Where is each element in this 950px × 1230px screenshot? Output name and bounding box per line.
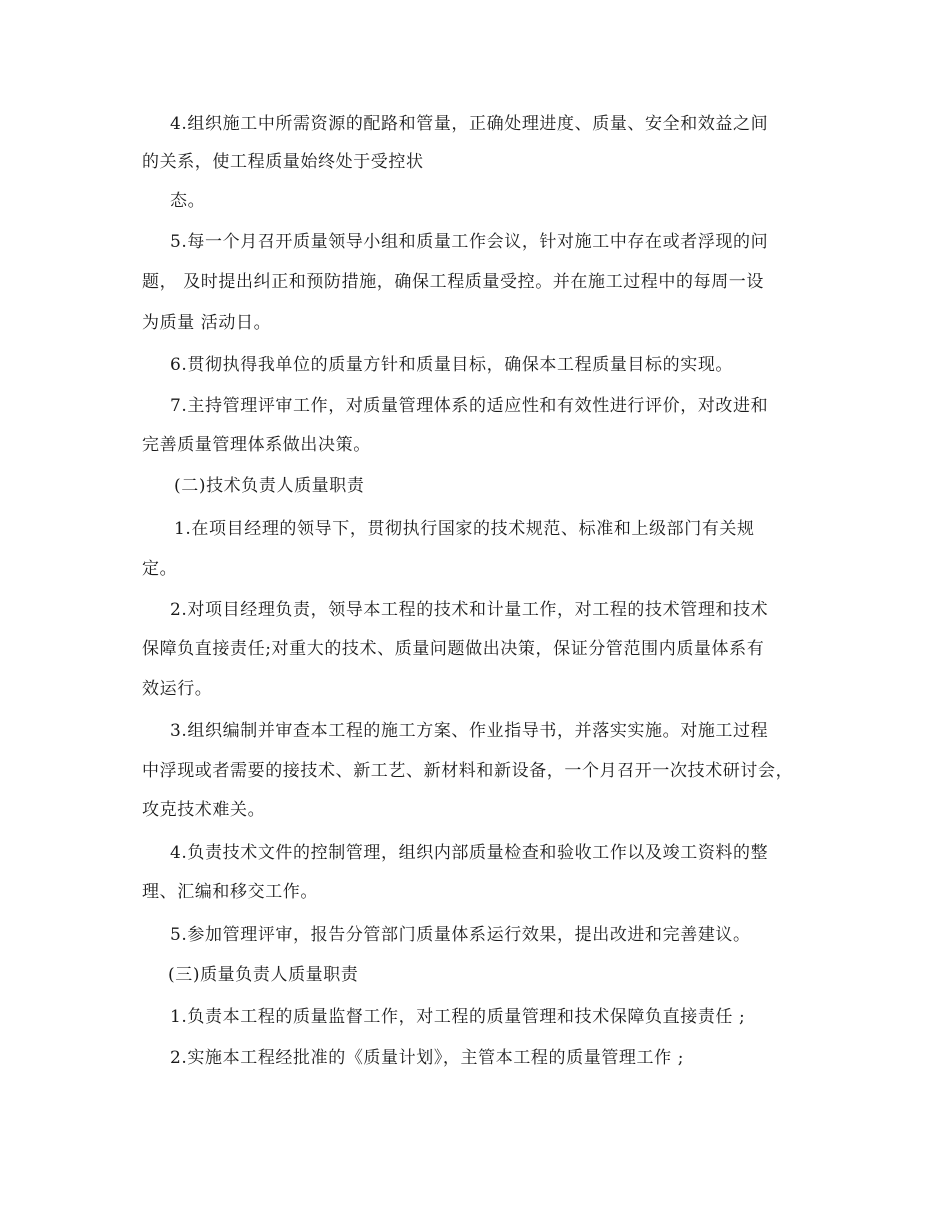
paragraph-line: 保障负直接责任;对重大的技术、质量问题做出决策，保证分管范围内质量体系有	[142, 639, 765, 659]
paragraph-line: 2.对项目经理负责，领导本工程的技术和计量工作，对工程的技术管理和技术	[170, 600, 769, 620]
paragraph-line: 1.负责本工程的质量监督工作，对工程的质量管理和技术保障负直接责任 ;	[170, 1007, 746, 1027]
section-heading: (三)质量负责人质量职责	[168, 965, 359, 985]
paragraph-line: 中浮现或者需要的接技术、新工艺、新材料和新设备，一个月召开一次技术研讨会，	[142, 761, 794, 781]
paragraph-line: 定。	[142, 559, 178, 579]
paragraph-line: 2.实施本工程经批准的《质量计划》，主管本工程的质量管理工作 ;	[170, 1048, 685, 1068]
paragraph-line: 4.组织施工中所需资源的配路和管量，正确处理进度、质量、安全和效益之间	[170, 114, 769, 134]
paragraph-line: 4.负责技术文件的控制管理，组织内部质量检查和验收工作以及竣工资料的整	[170, 843, 769, 863]
paragraph-line: 完善质量管理体系做出决策。	[142, 435, 371, 455]
paragraph-line: 攻克技术难关。	[142, 800, 266, 820]
paragraph-line: 7.主持管理评审工作，对质量管理体系的适应性和有效性进行评价，对改进和	[170, 396, 769, 416]
paragraph-line: 理、汇编和移交工作。	[142, 882, 318, 902]
paragraph-line: 3.组织编制并审查本工程的施工方案、作业指导书，并落实实施。对施工过程	[170, 721, 769, 741]
paragraph-line: 态。	[170, 191, 206, 211]
section-heading: (二)技术负责人质量职责	[174, 476, 365, 496]
paragraph-line: 效运行。	[142, 679, 213, 699]
paragraph-line: 5.参加管理评审，报告分管部门质量体系运行效果，提出改进和完善建议。	[170, 925, 751, 945]
paragraph-line: 6.贯彻执得我单位的质量方针和质量目标，确保本工程质量目标的实现。	[170, 355, 734, 375]
paragraph-line: 5.每一个月召开质量领导小组和质量工作会议，针对施工中存在或者浮现的问	[170, 232, 769, 252]
paragraph-line: 题， 及时提出纠正和预防措施，确保工程质量受控。并在施工过程中的每周一设	[142, 272, 765, 292]
paragraph-line: 为质量 活动日。	[142, 313, 272, 333]
paragraph-line: 的关系，使工程质量始终处于受控状	[142, 152, 424, 172]
paragraph-line: 1.在项目经理的领导下，贯彻执行国家的技术规范、标准和上级部门有关规	[174, 519, 755, 539]
